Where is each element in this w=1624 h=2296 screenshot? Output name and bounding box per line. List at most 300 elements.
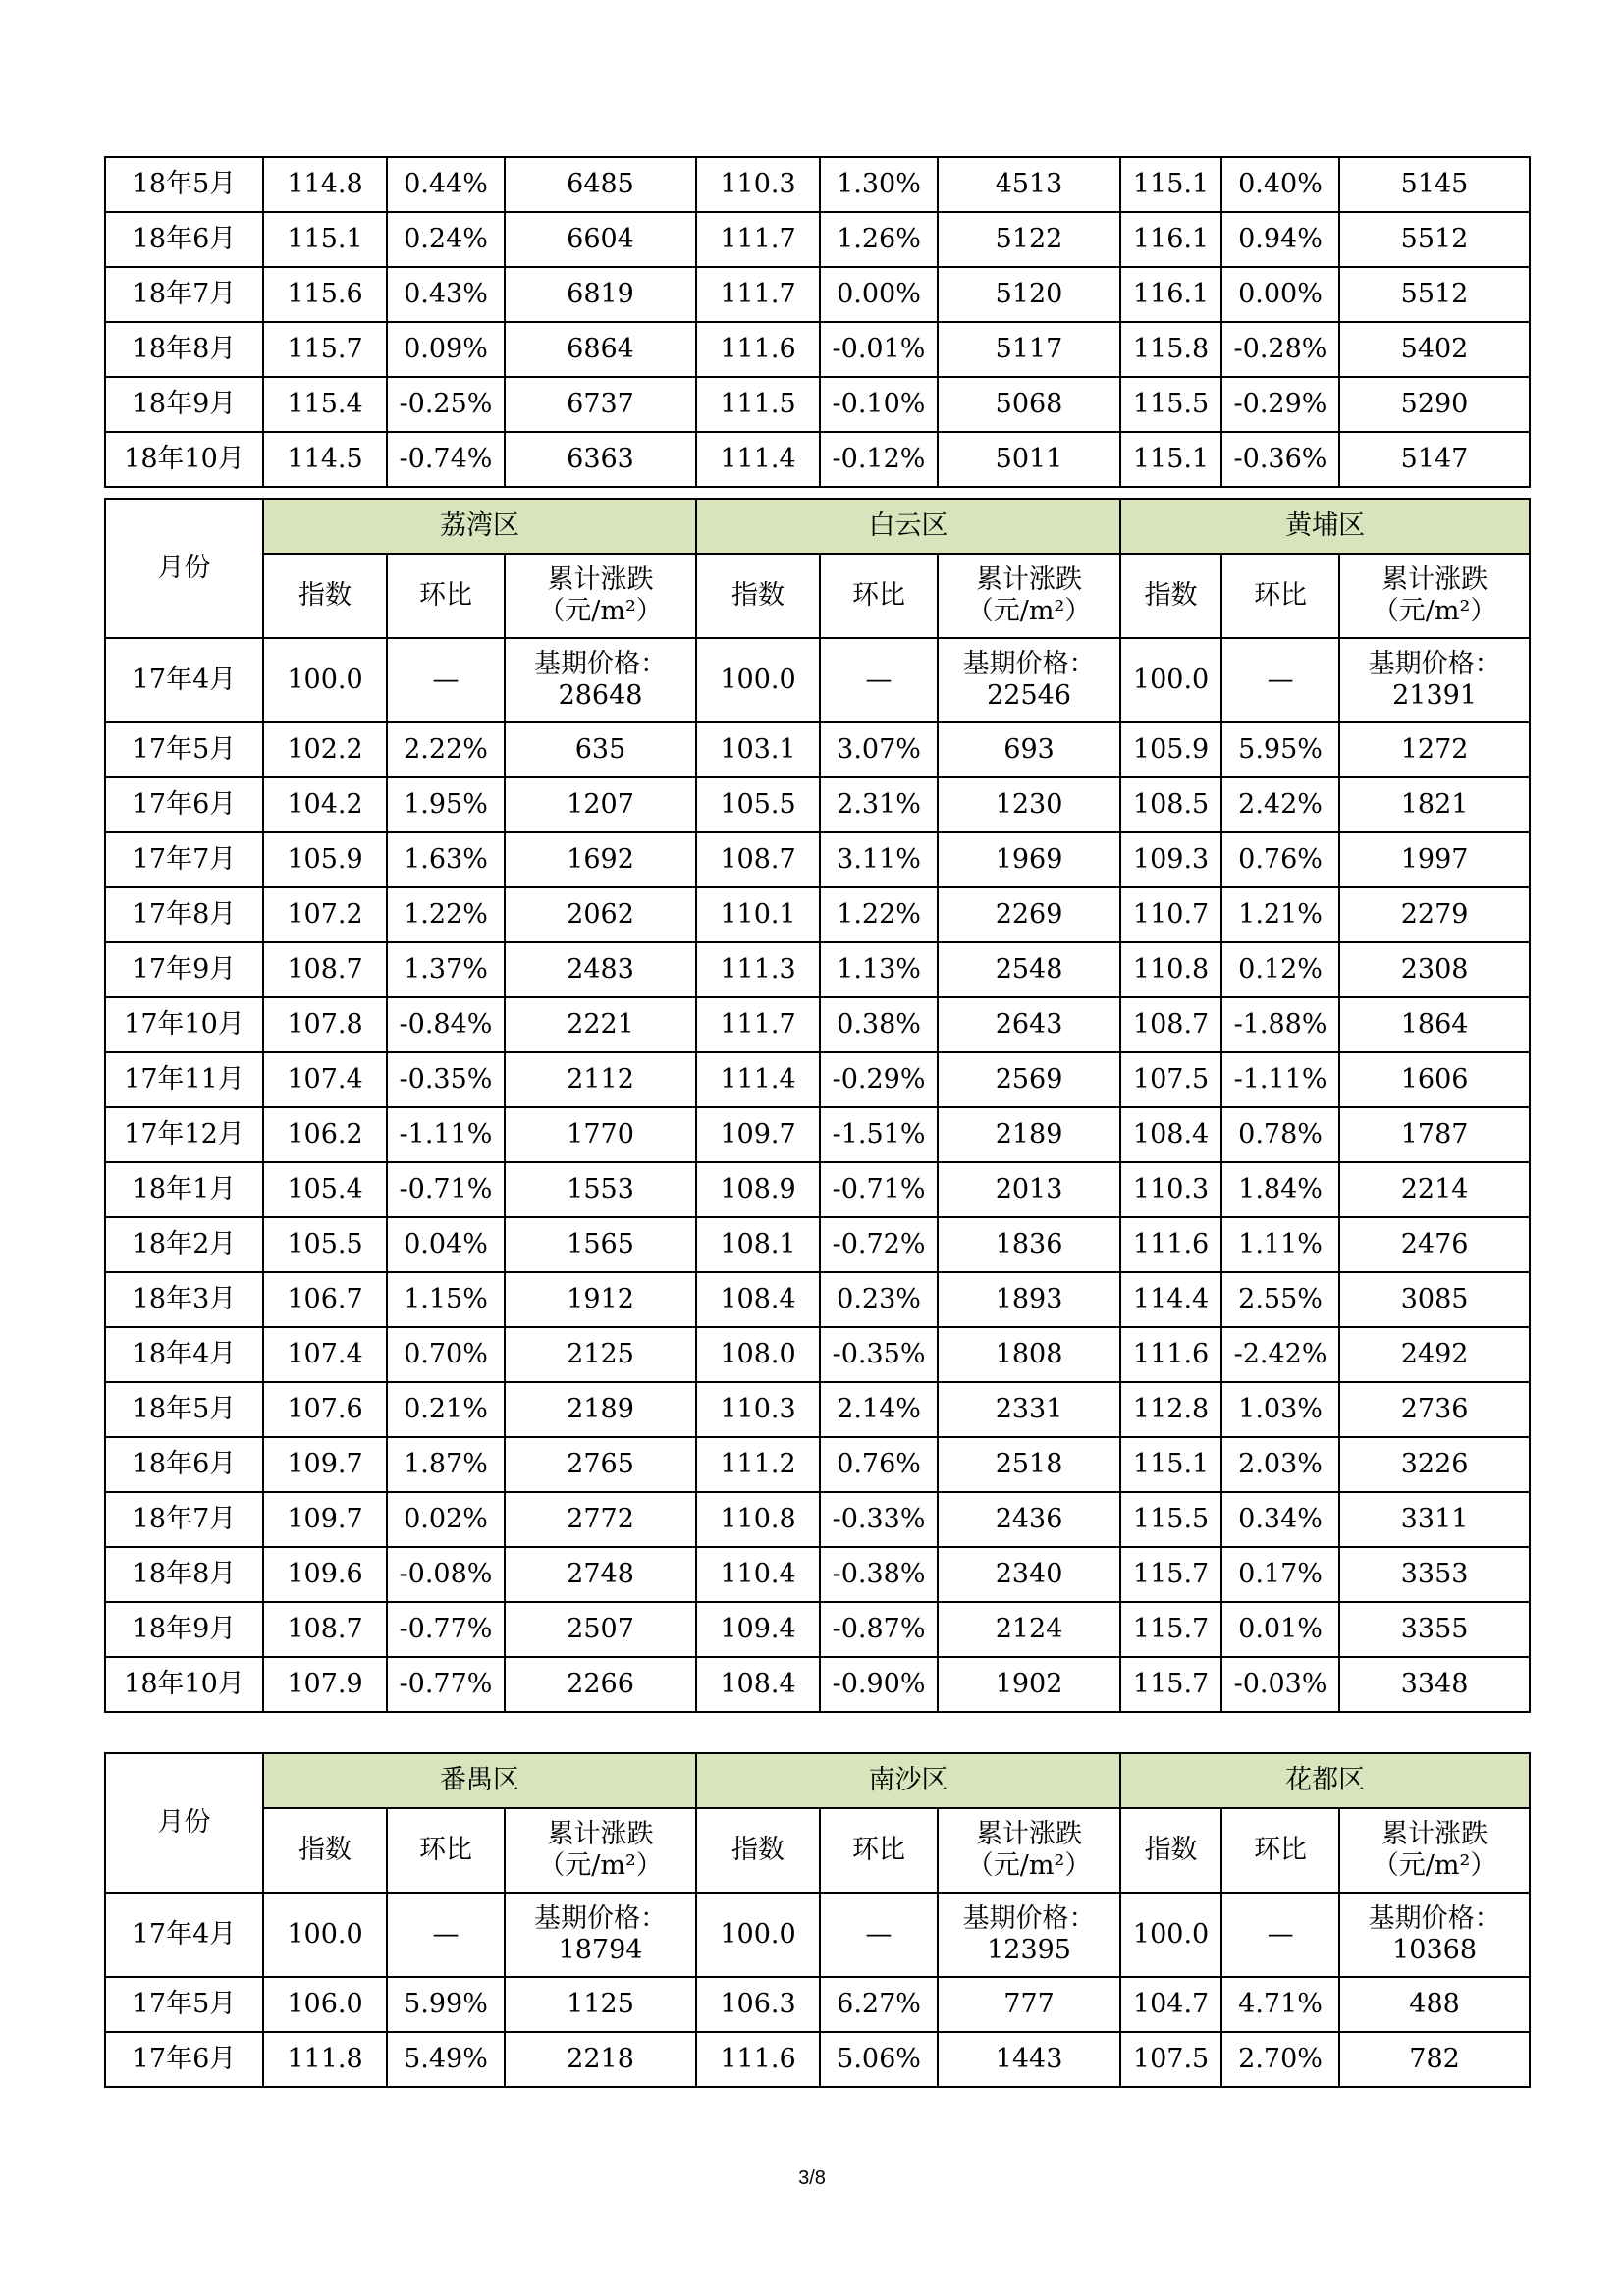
mom-cell: 1.30% [820,157,938,212]
cum-cell: 5011 [938,432,1120,487]
cum-cell: 5290 [1339,377,1530,432]
mom-cell: 2.55% [1221,1272,1339,1327]
cum-cell: 1997 [1339,832,1530,887]
index-header: 指数 [1120,554,1221,638]
mom-cell: 0.17% [1221,1547,1339,1602]
table-row [105,1547,1530,1602]
index-cell: 107.5 [1120,1052,1221,1107]
index-cell: 115.7 [1120,1547,1221,1602]
mom-cell: -0.01% [820,322,938,377]
mom-cell: 0.94% [1221,212,1339,267]
mom-cell: 0.24% [387,212,505,267]
mom-header: 环比 [387,1808,505,1893]
mom-cell: -0.35% [387,1052,505,1107]
mom-cell: 5.95% [1221,722,1339,777]
index-cell: 100.0 [1120,638,1221,722]
cum-cell: 3311 [1339,1492,1530,1547]
index-cell: 105.9 [263,832,387,887]
cum-cell: 5120 [938,267,1120,322]
table-row [105,267,1530,322]
mom-cell: -0.71% [820,1162,938,1217]
cum-cell: 1207 [505,777,696,832]
index-cell: 109.7 [263,1492,387,1547]
base-price-cell: 基期价格： 28648 [505,638,696,722]
index-cell: 114.4 [1120,1272,1221,1327]
cum-cell: 777 [938,1977,1120,2032]
mom-cell: 0.12% [1221,942,1339,997]
cum-cell: 2340 [938,1547,1120,1602]
cum-cell: 5402 [1339,322,1530,377]
cum-cell: 1808 [938,1327,1120,1382]
index-cell: 108.9 [696,1162,820,1217]
month-cell: 17年6月 [105,777,263,832]
cum-cell: 2221 [505,997,696,1052]
cum-cell: 2548 [938,942,1120,997]
cum-cell: 782 [1339,2032,1530,2087]
mom-cell: 0.09% [387,322,505,377]
index-cell: 104.2 [263,777,387,832]
month-cell: 17年8月 [105,887,263,942]
index-cell: 111.2 [696,1437,820,1492]
index-cell: 108.5 [1120,777,1221,832]
cum-cell: 1606 [1339,1052,1530,1107]
table-row [105,377,1530,432]
cum-header: 累计涨跌 （元/m²） [938,554,1120,638]
mom-cell: 1.11% [1221,1217,1339,1272]
index-cell: 115.7 [1120,1602,1221,1657]
mom-cell: 0.02% [387,1492,505,1547]
month-cell: 17年6月 [105,2032,263,2087]
index-cell: 110.3 [696,1382,820,1437]
mom-cell: -0.77% [387,1657,505,1712]
index-cell: 107.8 [263,997,387,1052]
mom-cell: 2.42% [1221,777,1339,832]
mom-cell: 3.07% [820,722,938,777]
cum-cell: 1836 [938,1217,1120,1272]
index-cell: 114.5 [263,432,387,487]
index-cell: 107.6 [263,1382,387,1437]
table-row [105,157,1530,212]
month-cell: 18年6月 [105,1437,263,1492]
index-cell: 108.4 [696,1272,820,1327]
mom-cell: -0.08% [387,1547,505,1602]
cum-cell: 2266 [505,1657,696,1712]
cum-cell: 488 [1339,1977,1530,2032]
cum-header: 累计涨跌 （元/m²） [1339,1808,1530,1893]
cum-cell: 635 [505,722,696,777]
base-price-cell: 基期价格： 10368 [1339,1893,1530,1977]
index-cell: 115.1 [1120,432,1221,487]
cum-cell: 2436 [938,1492,1120,1547]
mom-cell: — [820,1893,938,1977]
mom-cell: -0.29% [1221,377,1339,432]
cum-cell: 5145 [1339,157,1530,212]
mom-cell: 2.14% [820,1382,938,1437]
index-cell: 108.4 [696,1657,820,1712]
cum-cell: 2125 [505,1327,696,1382]
index-cell: 111.6 [696,322,820,377]
index-cell: 110.3 [696,157,820,212]
table-row [105,1657,1530,1712]
index-cell: 115.5 [1120,377,1221,432]
top-continuation-table [104,156,1531,488]
index-cell: 109.4 [696,1602,820,1657]
cum-cell: 1770 [505,1107,696,1162]
index-cell: 111.3 [696,942,820,997]
index-cell: 105.4 [263,1162,387,1217]
mom-cell: 2.22% [387,722,505,777]
cum-header: 累计涨跌 （元/m²） [505,1808,696,1893]
mom-cell: -0.36% [1221,432,1339,487]
mom-cell: — [1221,638,1339,722]
mom-cell: 2.03% [1221,1437,1339,1492]
cum-cell: 5117 [938,322,1120,377]
mom-cell: -0.74% [387,432,505,487]
index-cell: 109.3 [1120,832,1221,887]
index-cell: 106.0 [263,1977,387,2032]
cum-cell: 2112 [505,1052,696,1107]
index-cell: 115.1 [1120,1437,1221,1492]
district-header-row [105,499,1530,554]
mom-cell: 1.37% [387,942,505,997]
table-row [105,212,1530,267]
index-cell: 110.1 [696,887,820,942]
mom-cell: -0.10% [820,377,938,432]
cum-cell: 2124 [938,1602,1120,1657]
index-cell: 112.8 [1120,1382,1221,1437]
district-header-row [105,1753,1530,1808]
cum-cell: 3355 [1339,1602,1530,1657]
index-cell: 115.4 [263,377,387,432]
index-cell: 107.5 [1120,2032,1221,2087]
index-cell: 111.6 [1120,1217,1221,1272]
mom-cell: — [387,1893,505,1977]
index-cell: 107.9 [263,1657,387,1712]
index-cell: 104.7 [1120,1977,1221,2032]
cum-cell: 2013 [938,1162,1120,1217]
mom-cell: -0.35% [820,1327,938,1382]
cum-cell: 2331 [938,1382,1120,1437]
index-cell: 111.7 [696,997,820,1052]
cum-cell: 2218 [505,2032,696,2087]
index-cell: 108.7 [1120,997,1221,1052]
index-header: 指数 [263,554,387,638]
index-cell: 105.5 [696,777,820,832]
mom-cell: — [820,638,938,722]
cum-cell: 2214 [1339,1162,1530,1217]
month-cell: 18年7月 [105,1492,263,1547]
cum-cell: 5512 [1339,212,1530,267]
table-row [105,1327,1530,1382]
table-row [105,942,1530,997]
cum-cell: 2476 [1339,1217,1530,1272]
mom-header: 环比 [387,554,505,638]
mom-cell: -0.12% [820,432,938,487]
index-cell: 115.7 [1120,1657,1221,1712]
mom-cell: 1.21% [1221,887,1339,942]
mom-cell: -0.71% [387,1162,505,1217]
month-cell: 17年12月 [105,1107,263,1162]
mom-cell: 0.21% [387,1382,505,1437]
cum-cell: 2308 [1339,942,1530,997]
mom-cell: -0.77% [387,1602,505,1657]
column-header-row [105,554,1530,638]
cum-cell: 693 [938,722,1120,777]
mom-header: 环比 [820,554,938,638]
table-row [105,887,1530,942]
cum-cell: 2279 [1339,887,1530,942]
mom-cell: 5.99% [387,1977,505,2032]
cum-cell: 5147 [1339,432,1530,487]
index-cell: 105.9 [1120,722,1221,777]
index-cell: 108.7 [263,1602,387,1657]
index-cell: 100.0 [696,1893,820,1977]
mom-cell: 0.00% [820,267,938,322]
index-cell: 111.5 [696,377,820,432]
cum-cell: 6604 [505,212,696,267]
index-header: 指数 [263,1808,387,1893]
month-cell: 18年10月 [105,432,263,487]
month-cell: 17年5月 [105,1977,263,2032]
index-cell: 106.3 [696,1977,820,2032]
mom-cell: 1.63% [387,832,505,887]
index-header: 指数 [696,1808,820,1893]
cum-cell: 6485 [505,157,696,212]
mom-cell: -1.88% [1221,997,1339,1052]
index-cell: 111.7 [696,212,820,267]
cum-cell: 5068 [938,377,1120,432]
cum-cell: 3226 [1339,1437,1530,1492]
index-cell: 108.4 [1120,1107,1221,1162]
index-cell: 100.0 [263,1893,387,1977]
index-cell: 115.8 [1120,322,1221,377]
index-cell: 108.7 [263,942,387,997]
cum-cell: 2492 [1339,1327,1530,1382]
month-cell: 17年11月 [105,1052,263,1107]
index-cell: 100.0 [696,638,820,722]
month-cell: 18年2月 [105,1217,263,1272]
cum-cell: 2269 [938,887,1120,942]
district-name: 黄埔区 [1120,499,1530,554]
mom-cell: 1.03% [1221,1382,1339,1437]
index-cell: 106.2 [263,1107,387,1162]
mom-cell: — [387,638,505,722]
cum-cell: 6864 [505,322,696,377]
table-row [105,2032,1530,2087]
month-cell: 18年8月 [105,322,263,377]
month-cell: 17年5月 [105,722,263,777]
mom-cell: 0.44% [387,157,505,212]
mom-cell: -0.25% [387,377,505,432]
index-cell: 110.8 [1120,942,1221,997]
cum-cell: 6819 [505,267,696,322]
index-cell: 107.2 [263,887,387,942]
mom-cell: 0.76% [1221,832,1339,887]
mom-cell: 0.34% [1221,1492,1339,1547]
cum-cell: 3348 [1339,1657,1530,1712]
district-name: 番禺区 [263,1753,696,1808]
table-row [105,777,1530,832]
column-header-row [105,1808,1530,1893]
mom-header: 环比 [820,1808,938,1893]
month-cell: 18年4月 [105,1327,263,1382]
index-cell: 106.7 [263,1272,387,1327]
month-header: 月份 [105,1753,263,1893]
cum-cell: 2189 [505,1382,696,1437]
cum-header: 累计涨跌 （元/m²） [1339,554,1530,638]
table-row [105,1052,1530,1107]
mom-cell: 0.40% [1221,157,1339,212]
index-header: 指数 [1120,1808,1221,1893]
cum-cell: 2189 [938,1107,1120,1162]
index-cell: 105.5 [263,1217,387,1272]
index-cell: 114.8 [263,157,387,212]
cum-cell: 1565 [505,1217,696,1272]
page-number: 3/8 [798,2167,826,2189]
mom-cell: 1.95% [387,777,505,832]
mom-cell: -1.11% [1221,1052,1339,1107]
cum-cell: 2736 [1339,1382,1530,1437]
month-cell: 18年7月 [105,267,263,322]
index-cell: 100.0 [1120,1893,1221,1977]
mom-cell: 1.26% [820,212,938,267]
index-cell: 111.7 [696,267,820,322]
index-cell: 115.1 [1120,157,1221,212]
index-cell: 109.7 [696,1107,820,1162]
mom-cell: 2.70% [1221,2032,1339,2087]
mom-cell: 0.76% [820,1437,938,1492]
mom-cell: 1.22% [820,887,938,942]
table-row [105,1107,1530,1162]
index-cell: 107.4 [263,1327,387,1382]
index-cell: 115.1 [263,212,387,267]
district-name: 白云区 [696,499,1120,554]
index-cell: 115.5 [1120,1492,1221,1547]
mom-cell: -0.38% [820,1547,938,1602]
base-price-cell: 基期价格： 21391 [1339,638,1530,722]
base-price-cell: 基期价格： 12395 [938,1893,1120,1977]
month-header: 月份 [105,499,263,638]
mom-cell: 0.70% [387,1327,505,1382]
index-cell: 116.1 [1120,267,1221,322]
index-cell: 108.7 [696,832,820,887]
table-row [105,432,1530,487]
table-row [105,1382,1530,1437]
mom-cell: -0.33% [820,1492,938,1547]
index-cell: 111.4 [696,432,820,487]
cum-header: 累计涨跌 （元/m²） [505,554,696,638]
index-cell: 108.0 [696,1327,820,1382]
mom-cell: 0.43% [387,267,505,322]
month-cell: 18年9月 [105,377,263,432]
mom-cell: 1.87% [387,1437,505,1492]
district-name: 花都区 [1120,1753,1530,1808]
month-cell: 18年5月 [105,1382,263,1437]
index-cell: 111.4 [696,1052,820,1107]
cum-cell: 2643 [938,997,1120,1052]
month-cell: 17年7月 [105,832,263,887]
cum-cell: 1692 [505,832,696,887]
month-cell: 18年1月 [105,1162,263,1217]
cum-cell: 4513 [938,157,1120,212]
district-table-1 [104,498,1531,1713]
cum-cell: 1787 [1339,1107,1530,1162]
cum-cell: 1553 [505,1162,696,1217]
index-cell: 116.1 [1120,212,1221,267]
index-cell: 103.1 [696,722,820,777]
mom-cell: -0.87% [820,1602,938,1657]
cum-cell: 2062 [505,887,696,942]
index-cell: 108.1 [696,1217,820,1272]
month-cell: 17年9月 [105,942,263,997]
cum-cell: 1864 [1339,997,1530,1052]
table-row [105,1492,1530,1547]
cum-cell: 2772 [505,1492,696,1547]
base-price-cell: 基期价格： 18794 [505,1893,696,1977]
table-row [105,1162,1530,1217]
cum-cell: 1821 [1339,777,1530,832]
mom-cell: 2.31% [820,777,938,832]
table-row [105,1437,1530,1492]
month-cell: 18年3月 [105,1272,263,1327]
mom-cell: -0.84% [387,997,505,1052]
table-row [105,1217,1530,1272]
mom-header: 环比 [1221,1808,1339,1893]
mom-header: 环比 [1221,554,1339,638]
cum-cell: 2518 [938,1437,1120,1492]
cum-cell: 5122 [938,212,1120,267]
mom-cell: -0.90% [820,1657,938,1712]
base-period-row [105,638,1530,722]
month-cell: 17年4月 [105,1893,263,1977]
cum-cell: 5512 [1339,267,1530,322]
table-row [105,1272,1530,1327]
cum-cell: 1902 [938,1657,1120,1712]
district-name: 荔湾区 [263,499,696,554]
cum-cell: 1125 [505,1977,696,2032]
table-row [105,997,1530,1052]
cum-cell: 1893 [938,1272,1120,1327]
cum-cell: 3085 [1339,1272,1530,1327]
mom-cell: 4.71% [1221,1977,1339,2032]
cum-cell: 2765 [505,1437,696,1492]
district-name: 南沙区 [696,1753,1120,1808]
index-cell: 110.4 [696,1547,820,1602]
cum-cell: 2483 [505,942,696,997]
cum-cell: 2748 [505,1547,696,1602]
month-cell: 18年9月 [105,1602,263,1657]
mom-cell: 0.23% [820,1272,938,1327]
mom-cell: -1.51% [820,1107,938,1162]
index-cell: 111.6 [696,2032,820,2087]
cum-cell: 3353 [1339,1547,1530,1602]
mom-cell: 0.38% [820,997,938,1052]
mom-cell: -0.03% [1221,1657,1339,1712]
index-cell: 107.4 [263,1052,387,1107]
index-cell: 115.7 [263,322,387,377]
month-cell: 18年5月 [105,157,263,212]
index-cell: 115.6 [263,267,387,322]
mom-cell: 5.49% [387,2032,505,2087]
cum-cell: 6363 [505,432,696,487]
month-cell: 17年4月 [105,638,263,722]
table-row [105,1602,1530,1657]
district-table-2 [104,1752,1531,2088]
cum-cell: 2569 [938,1052,1120,1107]
mom-cell: 0.00% [1221,267,1339,322]
index-cell: 102.2 [263,722,387,777]
mom-cell: 0.78% [1221,1107,1339,1162]
